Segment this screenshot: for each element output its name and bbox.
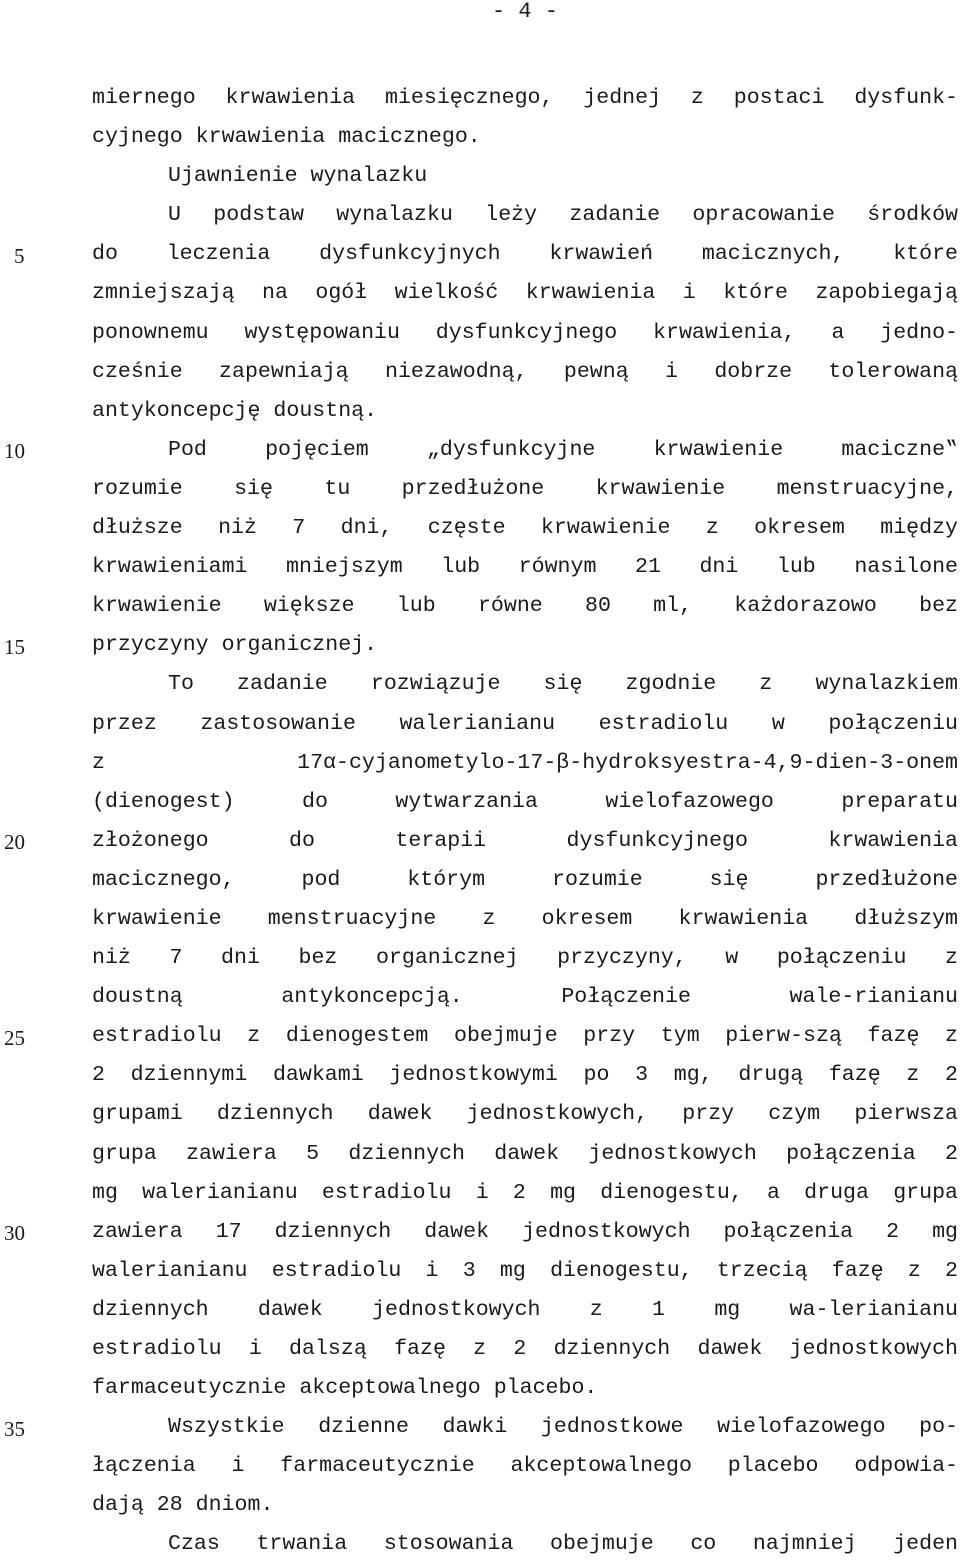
- gutter-line-number: 30: [4, 1221, 25, 1245]
- text-line: przyczyny organicznej.: [92, 633, 378, 658]
- text-line: dają 28 dniom.: [92, 1493, 274, 1518]
- text-line: cześnie zapewniają niezawodną, pewną i dobrze tolerowaną: [92, 359, 958, 384]
- text-line: antykoncepcję doustną.: [92, 398, 378, 423]
- gutter-line-number: 35: [4, 1417, 25, 1441]
- gutter-line-number: 15: [4, 635, 25, 659]
- text-line: mg walerianianu estradiolu i 2 mg dienogestu, a druga grupa: [92, 1180, 958, 1205]
- text-line: rozumie się tu przedłużone krwawienie menstruacyjne,: [92, 476, 958, 501]
- text-line: 2 dziennymi dawkami jednostkowymi po 3 mg, drugą fazę z 2: [92, 1063, 958, 1088]
- text-line: macicznego, pod którym rozumie się przedłużone: [92, 867, 958, 892]
- text-line: krwawienie menstruacyjne z okresem krwawienia dłuższym: [92, 906, 958, 931]
- text-line: Czas trwania stosowania obejmuje co najmniej jeden: [168, 1532, 958, 1557]
- text-line: farmaceutycznie akceptowalnego placebo.: [92, 1376, 598, 1401]
- text-line: grupa zawiera 5 dziennych dawek jednostkowych połączenia 2: [92, 1141, 958, 1166]
- text-line: Pod pojęciem „dysfunkcyjne krwawienie maciczne‟: [168, 437, 958, 462]
- text-line: walerianianu estradiolu i 3 mg dienogestu, trzecią fazę z 2: [92, 1258, 958, 1283]
- text-line: łączenia i farmaceutycznie akceptowalnego placebo odpowia-: [92, 1454, 958, 1479]
- page-number: - 4 -: [491, 0, 558, 24]
- text-line: cyjnego krwawienia macicznego.: [92, 125, 481, 150]
- gutter-line-number: 5: [14, 244, 25, 268]
- text-line: doustną antykoncepcją. Połączenie wale-rianianu: [92, 985, 958, 1010]
- text-line: miernego krwawienia miesięcznego, jednej z postaci dysfunk-: [92, 86, 958, 110]
- text-line: Wszystkie dzienne dawki jednostkowe wielofazowego po-: [168, 1415, 958, 1440]
- text-line: do leczenia dysfunkcyjnych krwawień macicznych, które: [92, 242, 958, 267]
- text-line: przez zastosowanie walerianianu estradiolu w połączeniu: [92, 711, 958, 736]
- gutter-line-number: 10: [4, 439, 25, 463]
- text-line: estradiolu z dienogestem obejmuje przy tym pierw-szą fazę z: [92, 1024, 958, 1049]
- gutter-line-number: 25: [4, 1026, 25, 1050]
- text-line: zmniejszają na ogół wielkość krwawienia i które zapobiegają: [92, 281, 958, 306]
- text-line: (dienogest) do wytwarzania wielofazowego preparatu: [92, 789, 958, 814]
- gutter-line-number: 20: [4, 830, 25, 854]
- text-line: z 17α-cyjanometylo-17-β-hydroksyestra-4,9-dien-3-onem: [92, 750, 958, 775]
- text-line: dłuższe niż 7 dni, częste krwawienie z okresem między: [92, 516, 958, 541]
- text-line: niż 7 dni bez organicznej przyczyny, w połączeniu z: [92, 946, 958, 971]
- section-heading: Ujawnienie wynalazku: [168, 164, 428, 189]
- line-number-gutter: [0, 0, 40, 1561]
- document-body: [92, 79, 958, 1565]
- text-line: zawiera 17 dziennych dawek jednostkowych połączenia 2 mg: [92, 1219, 958, 1244]
- text-line: To zadanie rozwiązuje się zgodnie z wynalazkiem: [168, 672, 958, 697]
- text-line: krwawienie większe lub równe 80 ml, każdorazowo bez: [92, 594, 958, 619]
- text-line: złożonego do terapii dysfunkcyjnego krwawienia: [92, 828, 958, 853]
- text-line: krwawieniami mniejszym lub równym 21 dni lub nasilone: [92, 555, 958, 580]
- text-line: grupami dziennych dawek jednostkowych, przy czym pierwsza: [92, 1102, 958, 1127]
- text-line: U podstaw wynalazku leży zadanie opracowanie środków: [168, 203, 958, 228]
- text-line: ponownemu występowaniu dysfunkcyjnego krwawienia, a jedno-: [92, 320, 958, 345]
- text-line: estradiolu i dalszą fazę z 2 dziennych dawek jednostkowych: [92, 1337, 958, 1361]
- text-line: dziennych dawek jednostkowych z 1 mg wa-lerianianu: [92, 1297, 958, 1322]
